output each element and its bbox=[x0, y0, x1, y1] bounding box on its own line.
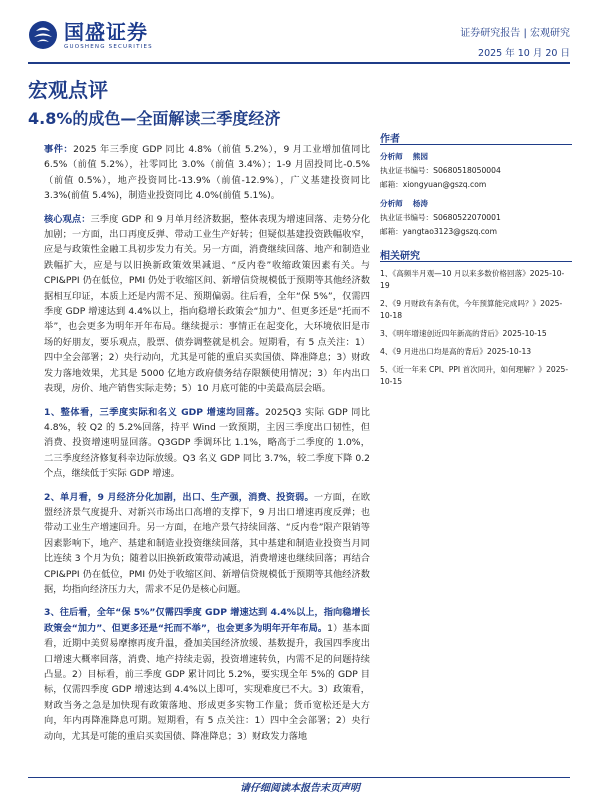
analyst-block bbox=[380, 198, 572, 237]
footer-disclaimer: 请仔细阅读本报告末页声明 bbox=[240, 783, 360, 794]
paragraph-point-1 bbox=[44, 405, 370, 482]
paragraph-body: 2025Q3 实际 GDP 同比 4.8%，较 Q2 的 5.2%回落，持平 Wind 一致预期，主因三季度出口韧性，但消费、投资增速明显回落。Q3GDP 季调环比 1.1%，略高于二季度的 1.0%，二三季度经济修复科幸边际放缓。Q3 名义 GDP 同比 3.7%，较二季度下降 0.2 个点，继续低于实际 GDP 增速。 bbox=[44, 406, 370, 480]
header-divider bbox=[28, 62, 570, 64]
sidebar bbox=[380, 130, 572, 394]
paragraph-lead: 事件： bbox=[44, 144, 74, 155]
report-date: 2025 年 10 月 20 日 bbox=[478, 48, 570, 59]
header-meta bbox=[460, 24, 570, 59]
footer-divider bbox=[28, 777, 570, 778]
paragraph-lead: 核心观点： bbox=[44, 213, 91, 225]
paragraph-lead: 1、整体看，三季度实际和名义 GDP 增速均回落。 bbox=[44, 406, 266, 418]
related-heading: 相关研究 bbox=[380, 247, 572, 262]
guosheng-logo-icon bbox=[28, 20, 58, 50]
report-category: 证券研究报告 | 宏观研究 bbox=[460, 28, 570, 39]
paragraph-body: 一方面，在欧盟经济景气度提升、对新兴市场出口高增的支撑下，9 月出口增速再度反弹；也带动工业生产增速回升。另一方面，在地产景气持续回落、“反内卷”限产限销等因素影响下，地产、基建和制造业投资继续回落，其中基建和制造业投资当月同比连续 3 个月为负；随着以旧换新政策带动减退，消费增速也继续回落；再结合 CPI&PPI 仍在低位，PMI 仍处于收缩区间、新增信贷规模低于预期等其他经济数据，均指向经济压力大，需求不足仍是核心问题。 bbox=[44, 491, 371, 595]
analyst-name: 杨涛 bbox=[412, 199, 428, 208]
related-item[interactable]: 5、《近一年来 CPI、PPI 首次同升，如何理解？》2025-10-15 bbox=[380, 365, 569, 386]
analyst-email[interactable]: 邮箱：yangtao3123@gszq.com bbox=[380, 227, 497, 236]
analyst-name: 熊园 bbox=[412, 152, 428, 161]
paragraph-point-2 bbox=[44, 490, 370, 598]
logo-text-cn: 国盛证券 bbox=[64, 19, 148, 44]
analyst-email[interactable]: 邮箱：xiongyuan@gszq.com bbox=[380, 180, 487, 189]
paragraph-lead: 2、单月看，9 月经济分化加剧，出口、生产强，消费、投资弱。 bbox=[44, 491, 314, 503]
paragraph-body: 2025 年三季度 GDP 同比 4.8%（前值 5.2%），9 月工业增加值同比 6.5%（前值 5.2%），社零同比 3.0%（前值 3.4%）；1-9 月固投同比-0.5%（前值 0.5%），地产投资同比-13.9%（前值-12.9%），广义基建投资同比 3.3%(前值 5.4%)，制造业投资同比 4.0%(前值 5.1%)。 bbox=[44, 144, 370, 202]
related-item[interactable]: 3、《明年增速创近四年新高的背后》2025-10-15 bbox=[380, 329, 547, 338]
authors-heading: 作者 bbox=[380, 130, 572, 145]
analyst-cert: 执业证书编号：S0680522070001 bbox=[380, 213, 501, 222]
related-item[interactable]: 1、《高频半月观—10 月以来多数价格回落》2025-10-19 bbox=[380, 269, 565, 290]
analyst-role: 分析师 bbox=[380, 152, 403, 161]
paragraph-point-3 bbox=[44, 605, 370, 744]
analyst-cert: 执业证书编号：S0680518050004 bbox=[380, 166, 501, 175]
paragraph-core-view bbox=[44, 212, 370, 397]
company-logo bbox=[28, 20, 153, 50]
analyst-role: 分析师 bbox=[380, 199, 403, 208]
related-item[interactable]: 4、《9 月进出口均是高的背后》2025-10-13 bbox=[380, 347, 532, 356]
report-type: 宏观点评 bbox=[28, 78, 108, 102]
paragraph-body: 1）基本面看，近期中美贸易摩擦再度升温，叠加美国经济放缓、基数提升，我国四季度出口增速大概率回落，消费、地产持续走弱，投资增速转负，内需不足的问题持续凸显。2）目标看，前三季度 GDP 累计同比 5.2%，要实现全年 5%的 GDP 目标，仅需四季度 GDP 增速达到 4.4%以上即可，实现难度已不大。3）政策看，财政当务之急是加快现有政策落地、形成更多实物工作量；货币宽松还是大方向，年内再降准降息可期。短期看，有 5 点关注：1）四中全会部署；2）央行动向，尤其是可能的重启买卖国债、降准降息；3）财政发力落地 bbox=[44, 622, 370, 742]
related-list bbox=[380, 268, 572, 388]
related-item[interactable]: 2、《9 月财政有条有优，今年预算能完成吗？》2025-10-18 bbox=[380, 299, 563, 320]
main-content bbox=[44, 142, 370, 752]
logo-text-en: GUOSHENG SECURITIES bbox=[64, 43, 153, 50]
analyst-block bbox=[380, 151, 572, 190]
report-title: 4.8%的成色—全面解读三季度经济 bbox=[28, 109, 281, 128]
paragraph-event bbox=[44, 142, 370, 204]
paragraph-lead: 3、往后看，全年“保 5%”仅需四季度 GDP 增速达到 4.4%以上，指向稳增长政策会“加力”、但更多还是“托而不举”，也会更多为明年开年布局。 bbox=[44, 607, 370, 634]
paragraph-body: 三季度 GDP 和 9 月单月经济数据，整体表现为增速回落、走势分化加剧；一方面，出口再度反弹、带动工业生产好转；但疑似基建投资跌幅收窄，应是与政策性金融工具初步发力有关。另一方面，消费继续回落、地产和制造业跌幅扩大，应是与以旧换新政策效果减退、“反内卷”收缩政策因素有关。与 CPI&PPI 仍在低位，PMI 仍处于收缩区间、新增信贷规模低于预期等其他经济数据相互印证，本质上还是内需不足、预期偏弱。往后看，全年“保 5%”，仅需四季度 GDP 增速达到 4.4%以上，指向稳增长政策会“加力”、但更多还是“托而不举”，也会更多为明年开年布局。继续提示：事情正在起变化，大环境依旧是市场的好朋友，要乐观点，股票、债券调整就是机会。短期看，有 5 点关注：1）四中全会部署；2）央行动向，尤其是可能的重启买卖国债、降准降息；3）财政发力落地效果，尤其是 5000 亿地方政府债务结存限额使用情况；3）年内出口表现，房价、地产销售实际走势；5）10 月底可能的中美最高层会晤。 bbox=[44, 213, 370, 395]
